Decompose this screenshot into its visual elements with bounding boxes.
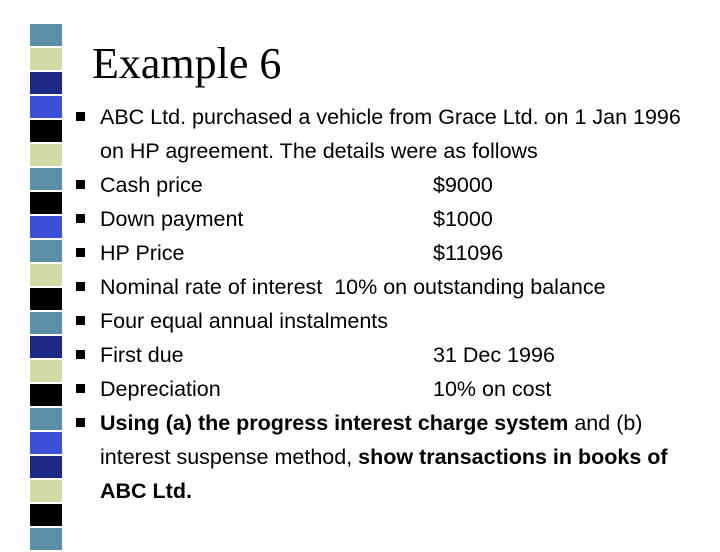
list-item-intro xyxy=(76,100,696,168)
bullet-list xyxy=(76,100,696,508)
stripe-block xyxy=(30,192,62,216)
row-value: 31 Dec 1996 xyxy=(433,343,555,367)
list-item-cash-price xyxy=(76,168,696,202)
stripe-block xyxy=(30,144,62,168)
row-value: 10% on cost xyxy=(433,377,552,401)
stripe-block xyxy=(30,456,62,480)
stripe-block xyxy=(30,432,62,456)
stripe-block xyxy=(30,48,62,72)
row-label: Cash price xyxy=(100,173,203,197)
stripe-block xyxy=(30,0,62,24)
square-bullet-icon xyxy=(76,350,85,359)
list-item-down-payment xyxy=(76,202,696,236)
stripe-block xyxy=(30,384,62,408)
square-bullet-icon xyxy=(76,418,85,427)
row-label: First due xyxy=(100,343,184,367)
stripe-block xyxy=(30,504,62,528)
stripe-block xyxy=(30,216,62,240)
decorative-stripe xyxy=(30,0,62,540)
stripe-block xyxy=(30,240,62,264)
stripe-block xyxy=(30,336,62,360)
row-value: $11096 xyxy=(433,241,504,265)
square-bullet-icon xyxy=(76,112,85,121)
square-bullet-icon xyxy=(76,316,85,325)
row-label: Down payment xyxy=(100,207,244,231)
list-item-depreciation xyxy=(76,372,696,406)
list-item-hp-price xyxy=(76,236,696,270)
square-bullet-icon xyxy=(76,282,85,291)
stripe-block xyxy=(30,168,62,192)
task-part-2: and (b) interest suspense method, xyxy=(100,411,649,469)
instalments-text: Four equal annual instalments xyxy=(100,309,389,333)
square-bullet-icon xyxy=(76,180,85,189)
task-part-3: show transactions in books of ABC Ltd. xyxy=(100,445,668,503)
square-bullet-icon xyxy=(76,214,85,223)
list-item-interest xyxy=(76,270,696,304)
stripe-block xyxy=(30,72,62,96)
list-item-first-due xyxy=(76,338,696,372)
list-item-task xyxy=(76,406,696,508)
stripe-block xyxy=(30,528,62,552)
stripe-block xyxy=(30,96,62,120)
row-value: $1000 xyxy=(433,207,493,231)
task-part-1: Using (a) the progress interest charge system xyxy=(100,411,569,435)
stripe-block xyxy=(30,264,62,288)
slide-title: Example 6 xyxy=(92,39,282,88)
square-bullet-icon xyxy=(76,248,85,257)
stripe-block xyxy=(30,480,62,504)
interest-text: Nominal rate of interest 10% on outstanding balance xyxy=(100,275,606,299)
square-bullet-icon xyxy=(76,384,85,393)
row-label: Depreciation xyxy=(100,377,221,401)
row-value: $9000 xyxy=(433,173,493,197)
intro-text: ABC Ltd. purchased a vehicle from Grace Ltd. on 1 Jan 1996 on HP agreement. The details were as follows xyxy=(100,105,681,163)
stripe-block xyxy=(30,24,62,48)
list-item-instalments xyxy=(76,304,696,338)
stripe-block xyxy=(30,312,62,336)
stripe-block xyxy=(30,288,62,312)
stripe-block xyxy=(30,408,62,432)
row-label: HP Price xyxy=(100,241,185,265)
stripe-block xyxy=(30,360,62,384)
stripe-block xyxy=(30,120,62,144)
